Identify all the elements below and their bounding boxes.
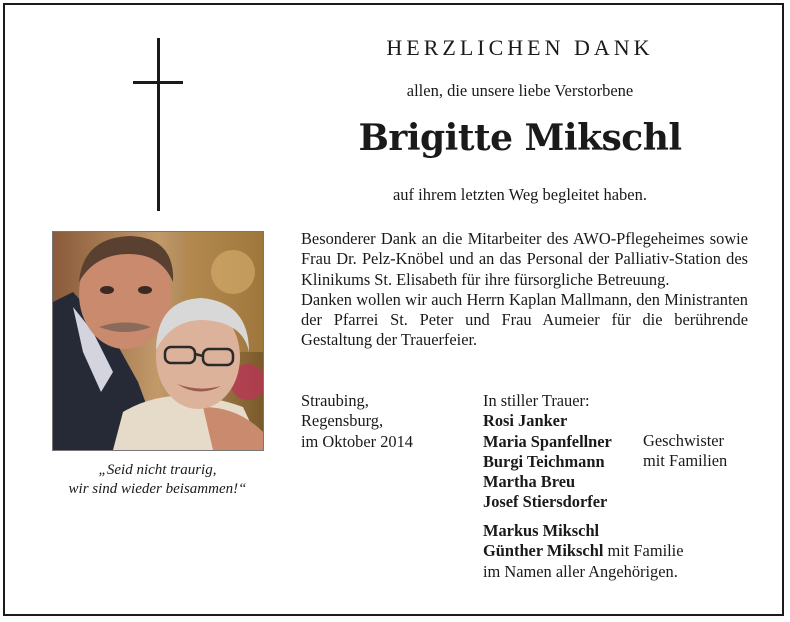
intro-line: allen, die unsere liebe Verstorbene xyxy=(406,81,634,100)
mourner-name: Maria Spanfellner xyxy=(483,431,612,451)
after-name-line: auf ihrem letzten Weg begleitet haben. xyxy=(392,185,647,204)
mourners-note xyxy=(643,431,727,472)
mourner-name: Rosi Janker xyxy=(483,411,568,431)
obituary-card xyxy=(3,3,784,616)
family-list xyxy=(483,521,684,582)
mourners-note-line: mit Familien xyxy=(643,451,728,471)
mourner-name: Josef Stiersdorfer xyxy=(483,492,608,512)
family-suffix: mit Familie xyxy=(603,541,684,561)
family-closing: im Namen aller Angehörigen. xyxy=(483,561,678,581)
deceased-name: Brigitte Mikschl xyxy=(358,117,682,159)
cross-icon-bar xyxy=(133,81,183,84)
mourners-note-line: Geschwister xyxy=(643,431,725,450)
mourner-name: Martha Breu xyxy=(483,472,576,492)
thanks-text xyxy=(301,229,748,351)
mourners-list xyxy=(483,391,612,513)
date-line: im Oktober 2014 xyxy=(301,431,413,451)
place-line: Straubing, xyxy=(301,391,369,410)
place-date xyxy=(301,391,413,452)
quote-line: wir sind wieder beisammen!“ xyxy=(68,481,247,497)
couple-photo xyxy=(52,231,264,451)
cross-icon xyxy=(157,38,160,211)
thanks-paragraph: Danken wollen wir auch Herrn Kaplan Mallmann, den Ministranten der Pfarrei St. Peter und Frau Aumeier für die berührende Gestaltung der Trauerfeier. xyxy=(301,289,748,350)
thanks-paragraph: Besonderer Dank an die Mitarbeiter des AWO-Pflegeheimes sowie Frau Dr. Pelz-Knöbel und an das Personal der Palliativ-Station des Klinikums St. Elisabeth für ihre fürsorgliche Betreuung. xyxy=(301,229,748,289)
mourner-name: Burgi Teichmann xyxy=(483,451,605,471)
memorial-quote xyxy=(35,461,280,499)
family-member: Günther Mikschl xyxy=(483,541,604,561)
quote-line: „Seid nicht traurig, xyxy=(98,462,217,478)
family-member-line xyxy=(483,541,684,561)
heading: HERZLICHEN DANK xyxy=(386,35,654,60)
photo-illustration xyxy=(53,232,263,450)
mourners-intro: In stiller Trauer: xyxy=(483,391,590,410)
place-line: Regensburg, xyxy=(301,411,384,431)
family-member: Markus Mikschl xyxy=(483,521,600,540)
